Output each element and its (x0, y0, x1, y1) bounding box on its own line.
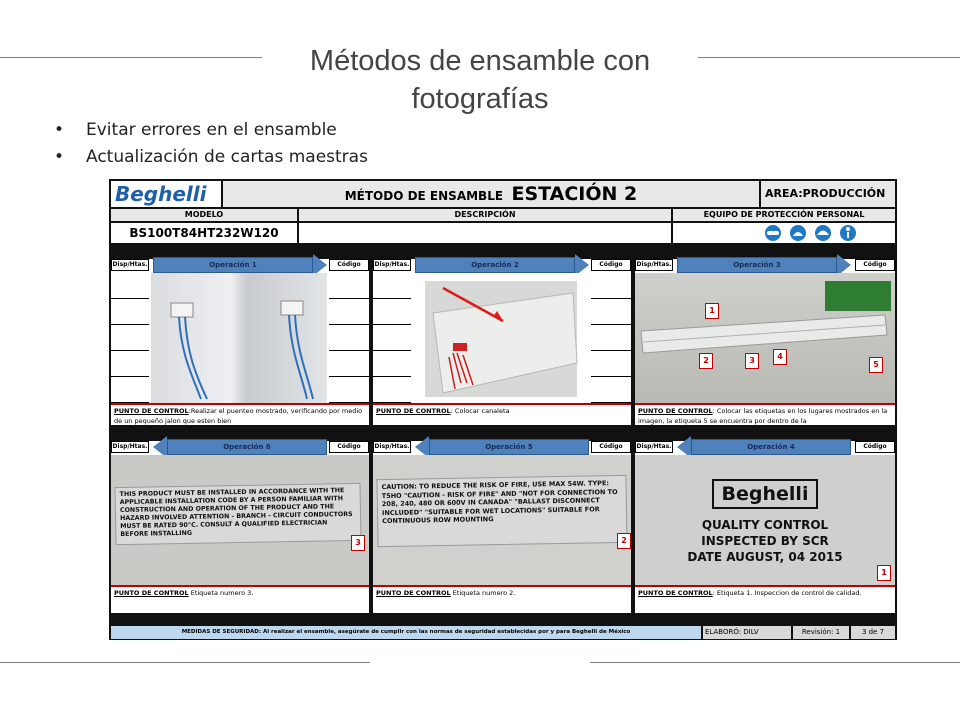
elaboro-cell (703, 626, 791, 639)
op6-control-title: PUNTO DE CONTROL (114, 589, 189, 597)
op3-photo (635, 273, 895, 403)
op4-codigo-label: Código (855, 441, 895, 453)
op5-control-title: PUNTO DE CONTROL (376, 589, 451, 597)
op1-codigo-label: Código (329, 259, 369, 271)
area-label: AREA:PRODUCCIÓN (765, 187, 886, 200)
label-3-sticker: THIS PRODUCT MUST BE INSTALLED IN ACCORDANCE WITH THE APPLICABLE INSTALLATION CODE BY A PERSON FAMILIAR WITH CONSTRUCTION AND OPERATION OF THE PRODUCT AND THE HAZARD INVOLVED ATTENTION - BRANCH - CIRCUIT CONDUCTORS MUST BE RATED 90°C. CONSULT A QUALIFIED ELECTRICIAN BEFORE INSTALLING (115, 483, 362, 545)
op2-control-title: PUNTO DE CONTROL (376, 407, 451, 415)
bullet-text: Actualización de cartas maestras (86, 147, 368, 167)
op4-control-text: : Etiqueta 1. Inspeccion de control de calidad. (712, 589, 862, 597)
op1-label: Operación 1 (153, 257, 313, 273)
op6-tag-3: 3 (351, 535, 365, 551)
title-rule-left (0, 57, 262, 58)
wiring-photo (151, 273, 327, 403)
qc-line-3: DATE AUGUST, 04 2015 (687, 550, 843, 564)
description-value (299, 223, 671, 243)
slide-title-line-1: Métodos de ensamble con (309, 45, 651, 77)
modelo-header: MODELO (111, 209, 297, 221)
op2-photo (413, 273, 589, 403)
fixture-labels-photo (635, 273, 895, 403)
op5-codigo-label: Código (591, 441, 631, 453)
op5-control-text: Etiqueta numero 2. (450, 589, 516, 597)
op4-disp-label: Disp/Htas. (635, 441, 673, 453)
page-number-cell (851, 626, 895, 639)
op5-tag-2: 2 (617, 533, 631, 549)
method-label: MÉTODO DE ENSAMBLE (344, 189, 504, 203)
op3-label: Operación 3 (677, 257, 837, 273)
model-value: BS100T84HT232W120 (111, 223, 297, 243)
person-icon (840, 225, 856, 241)
op5-label: Operación 5 (429, 439, 589, 455)
goggles-icon (765, 225, 781, 241)
descripcion-header: DESCRIPCIÓN (299, 209, 671, 221)
slide-title (262, 42, 698, 118)
op1-control-title: PUNTO DE CONTROL (114, 407, 189, 415)
op6-control-text: Etiqueta numero 3. (188, 589, 254, 597)
slide-title-line-2: fotografías (411, 83, 549, 115)
op2-codigo-label: Código (591, 259, 631, 271)
op1-photo (151, 273, 327, 403)
bullet-dot: • (54, 147, 65, 167)
safety-text: MEDIDAS DE SEGURIDAD: Al realizar el ensamble, asegúrate de cumplir con las normas de seguridad establecidas por y para Beghelli de México (181, 629, 631, 635)
op6-control-point (111, 585, 369, 613)
op6-photo (111, 455, 369, 585)
op2-codigo-grid (591, 273, 631, 403)
label-tag-3: 3 (745, 353, 759, 369)
title-rule-right (698, 57, 960, 58)
op1-disp-grid (111, 273, 149, 403)
op6-codigo-label: Código (329, 441, 369, 453)
page-number: 3 de 7 (861, 628, 885, 636)
label-tag-1: 1 (705, 303, 719, 319)
revision-text: Revisión: 1 (801, 628, 841, 636)
op3-control-text: : Colocar las etiquetas en los lugares mostrados en la imagen, la etiqueta 5 se encuentra por dentro de la (638, 407, 888, 425)
area-cell (761, 181, 895, 207)
op3-codigo-label: Código (855, 259, 895, 271)
op4-photo (635, 455, 895, 585)
op5-disp-label: Disp/Htas. (373, 441, 411, 453)
op4-label: Operación 4 (691, 439, 851, 455)
label-tag-5: 5 (869, 357, 883, 373)
op2-disp-label: Disp/Htas. (373, 259, 411, 271)
gloves-icon (790, 225, 806, 241)
op1-control-point (111, 403, 369, 425)
bullet-list (54, 117, 368, 171)
op1-codigo-grid (329, 273, 369, 403)
label-2-sticker: CAUTION: TO REDUCE THE RISK OF FIRE, USE MAX 54W. TYPE: T5HO "CAUTION - RISK OF FIRE" AND "NOT FOR CONNECTION TO 208, 240, 480 OR 600V IN CANADA" "BALLAST DISCONNECT INCLUDED" "SUITABLE FOR WET LOCATIONS" SUITABLE FOR CONTINUOUS ROW MOUNTING (376, 475, 627, 547)
qc-line-1: QUALITY CONTROL (701, 518, 829, 532)
op6-label: Operación 6 (167, 439, 327, 455)
op2-label: Operación 2 (415, 257, 575, 273)
bullet-text: Evitar errores en el ensamble (86, 120, 337, 140)
bottom-rule-left (0, 662, 370, 663)
op5-control-point (373, 585, 631, 613)
sheet-title-cell (223, 181, 759, 207)
elaboro-text: ELABORÓ: DILV (705, 628, 759, 636)
sheet-logo-cell (111, 181, 221, 207)
op3-control-title: PUNTO DE CONTROL (638, 407, 713, 415)
qc-logo: Beghelli (712, 479, 819, 509)
op2-control-point (373, 403, 631, 425)
bottom-rule-right (590, 662, 960, 663)
ppe-icon-row (673, 223, 895, 243)
assembly-method-sheet (109, 179, 897, 640)
op4-tag-1: 1 (877, 565, 891, 581)
label-tag-4: 4 (773, 349, 787, 365)
op1-disp-label: Disp/Htas. (111, 259, 149, 271)
op2-disp-grid (373, 273, 411, 403)
op5-photo (373, 455, 631, 585)
ppe-icons (673, 223, 895, 243)
op6-disp-label: Disp/Htas. (111, 441, 149, 453)
safety-footer (111, 626, 701, 639)
op3-control-point (635, 403, 895, 425)
qc-line-2: INSPECTED BY SCR (701, 534, 829, 548)
equipo-header: EQUIPO DE PROTECCIÓN PERSONAL (673, 209, 895, 221)
beghelli-logo: Beghelli (115, 182, 207, 206)
label-tag-2: 2 (699, 353, 713, 369)
station-label: ESTACIÓN 2 (511, 183, 638, 205)
bullet-dot: • (54, 120, 65, 140)
op1-control-text: :Realizar el puenteo mostrado, verificando por medio de un pequeño jalon que esten bien (114, 407, 363, 425)
revision-cell (793, 626, 849, 639)
channel-photo (413, 273, 589, 403)
helmet-icon (815, 225, 831, 241)
bullet-item (54, 144, 368, 171)
bullet-item (54, 117, 368, 144)
op4-control-point (635, 585, 895, 613)
op3-disp-label: Disp/Htas. (635, 259, 673, 271)
op4-control-title: PUNTO DE CONTROL (638, 589, 713, 597)
op2-control-text: : Colocar canaleta (450, 407, 510, 415)
